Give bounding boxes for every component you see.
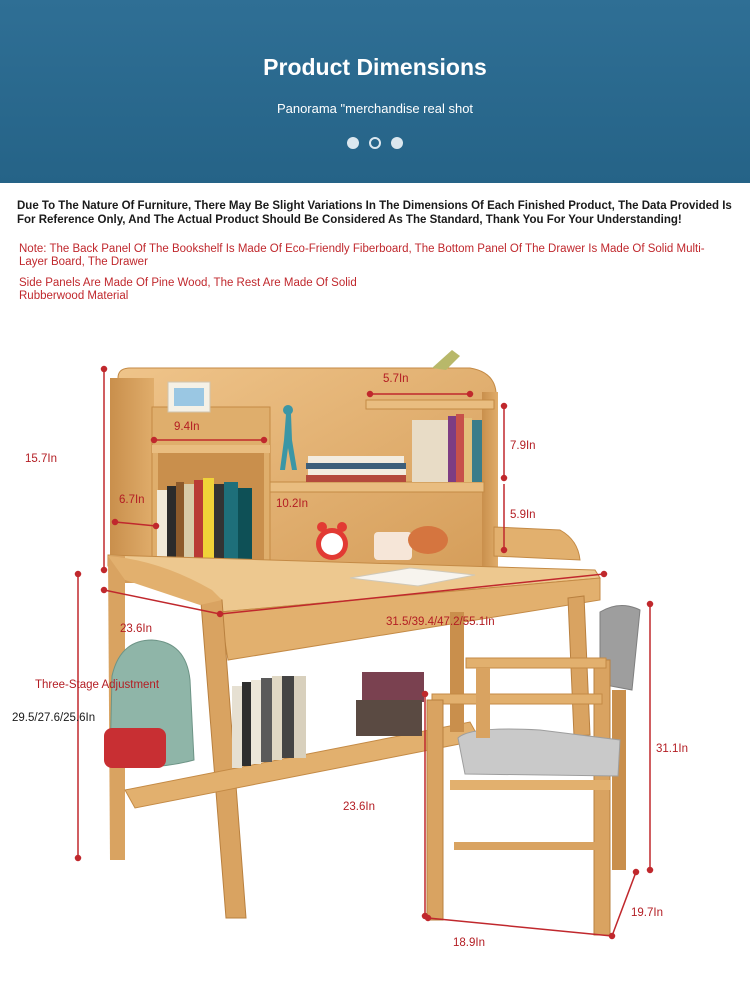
lower-compartment-height-label: 5.9In	[510, 509, 536, 521]
cup	[374, 532, 412, 560]
carousel-dot-2[interactable]	[369, 137, 381, 149]
material-note-2: Side Panels Are Made Of Pine Wood, The Rest Are Made Of Solid Rubberwood Material	[19, 277, 357, 302]
book	[448, 416, 456, 482]
page-title: Product Dimensions	[263, 54, 487, 80]
header-banner	[0, 0, 750, 183]
disclaimer-text: Due To The Nature Of Furniture, There May Be Slight Variations In The Dimensions Of Each Finished Product, The Data Provided Is For Reference Only, And The Actual Product Should Be Considered As The Standard, Thank You For Your Understanding!	[17, 200, 732, 226]
banner-subtitle: Panorama "merchandise real shot	[276, 101, 474, 116]
pencil-holder	[408, 526, 448, 554]
hutch-top-shelf	[366, 400, 494, 409]
desk-widths-label: 31.5/39.4/47.2/55.1In	[386, 616, 495, 628]
top-shelf-width-label: 5.7In	[383, 373, 409, 385]
hutch-left-side	[110, 378, 154, 583]
carousel-dot-3[interactable]	[391, 137, 403, 149]
book	[472, 420, 482, 482]
chair-width-label: 18.9In	[453, 937, 485, 949]
book	[294, 676, 306, 758]
storage-box	[356, 700, 422, 736]
chair-depth-label: 19.7In	[631, 907, 663, 919]
book	[456, 414, 464, 482]
shelf-height-label: 15.7In	[25, 453, 57, 465]
desk-heights-label: 29.5/27.6/25.6In	[12, 712, 96, 724]
chair-armrest	[466, 658, 606, 668]
desk-depth-label: 23.6In	[120, 623, 152, 635]
book	[272, 676, 282, 760]
material-note-1: Note: The Back Panel Of The Bookshelf Is Made Of Eco-Friendly Fiberboard, The Bottom Panel Of The Drawer Is Made Of Solid Multi-Layer Board, The Drawer	[19, 243, 705, 268]
hutch-middle-shelf	[270, 482, 484, 492]
carousel-dot-1[interactable]	[347, 137, 359, 149]
middle-shelf-height-label: 10.2In	[276, 498, 308, 510]
book	[464, 418, 472, 482]
adjustment-label: Three-Stage Adjustment	[35, 679, 160, 691]
side-shelf-depth-label: 6.7In	[119, 494, 145, 506]
book	[282, 676, 294, 758]
book	[412, 420, 448, 482]
book-stack	[308, 456, 404, 463]
book	[251, 680, 261, 764]
top-compartment-height-label: 7.9In	[510, 440, 536, 452]
carousel-dots	[0, 137, 750, 149]
side-shelf-width-label: 9.4In	[174, 421, 200, 433]
book	[232, 686, 242, 768]
plant-decor	[432, 350, 460, 370]
desk-chair-illustration	[0, 330, 750, 1002]
book	[261, 678, 272, 762]
book	[242, 682, 251, 766]
chair-seat-height-label: 23.6In	[343, 801, 375, 813]
chair-height-label: 31.1In	[656, 743, 688, 755]
storage-box	[362, 672, 424, 702]
chair-front-leg	[427, 700, 443, 920]
